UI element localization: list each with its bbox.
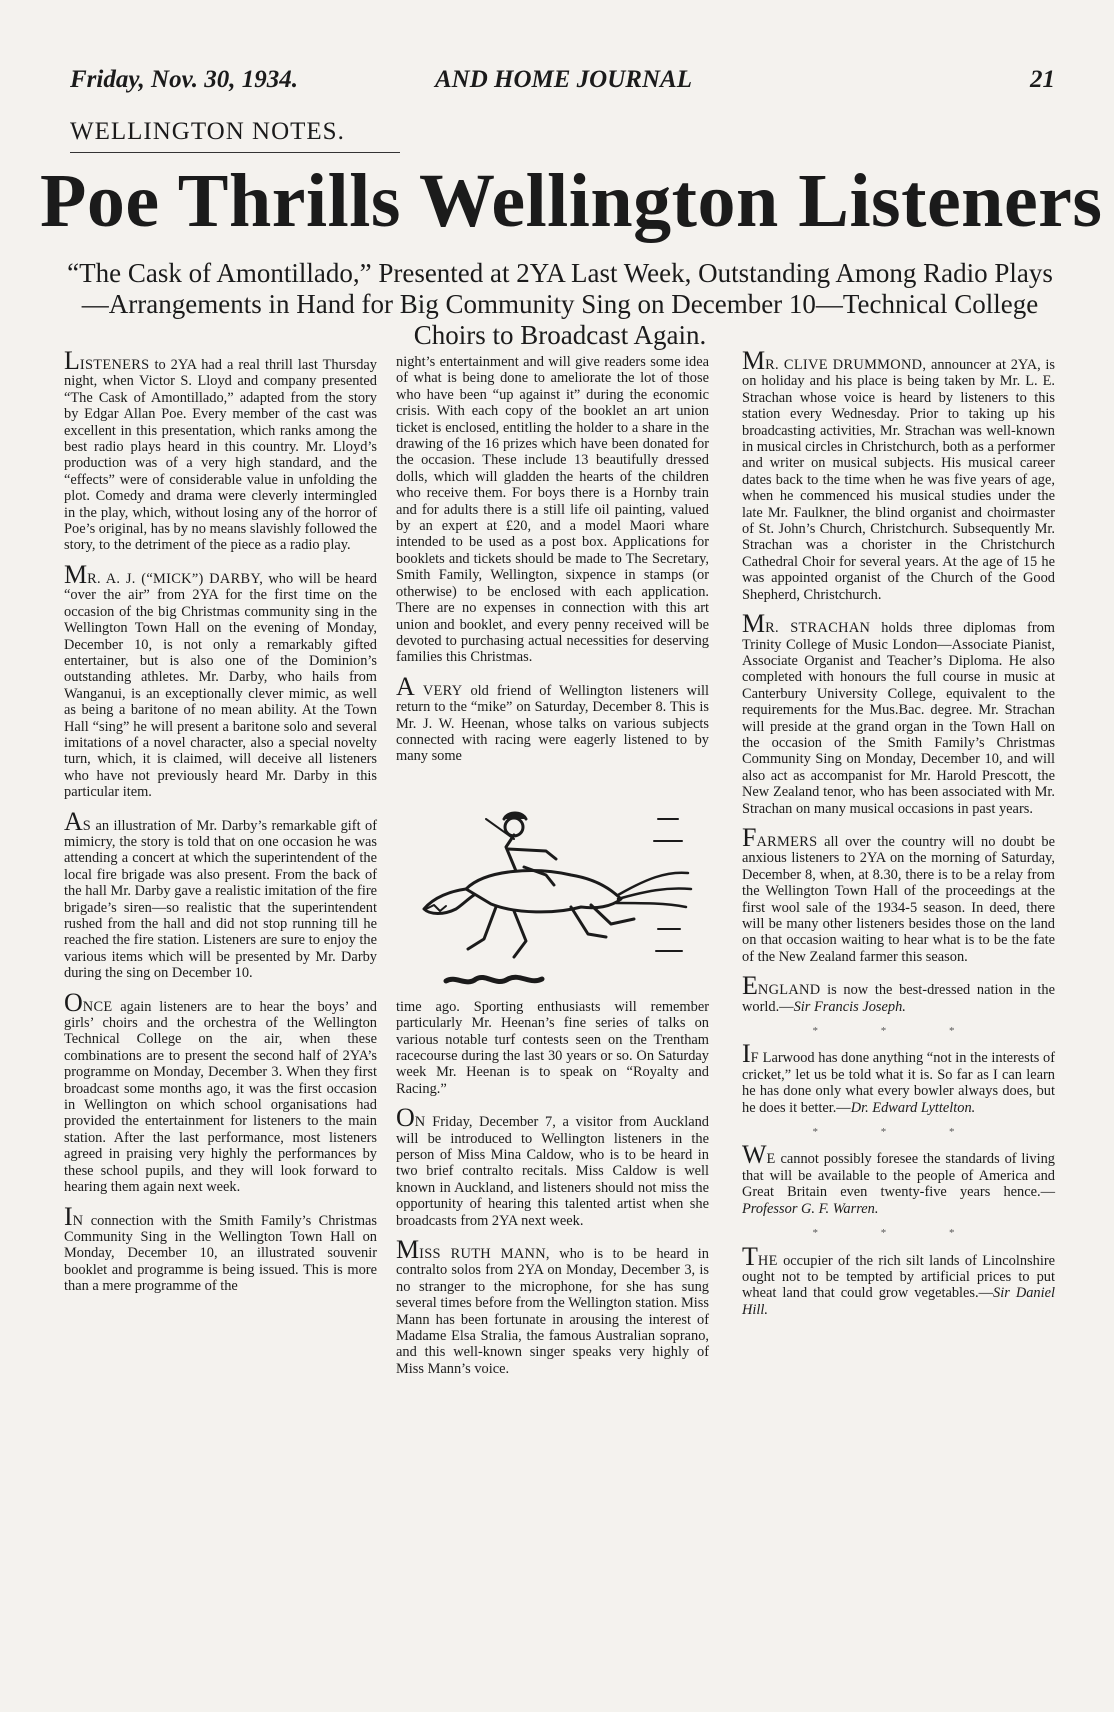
drop-cap: O — [396, 1103, 415, 1133]
quote-england: ENGLAND is now the best-dressed nation in the world.—Sir Francis Joseph. — [742, 971, 1055, 1015]
section-rule — [70, 152, 400, 153]
column-2 — [396, 354, 709, 1391]
separator-stars: * * * — [812, 1227, 985, 1240]
quote-attribution: Dr. Edward Lyttelton. — [850, 1099, 976, 1116]
drop-cap: E — [742, 971, 758, 1001]
drop-cap: I — [742, 1039, 751, 1069]
quote-larwood: IF Larwood has done anything “not in the interests of cricket,” let us be told what it is. So far as I can learn he has done only what every bowler always does, but he does it better.—Dr. Edward Lyttelton. — [742, 1039, 1055, 1116]
header-date: Friday, Nov. 30, 1934. — [70, 66, 298, 93]
drop-cap: M — [742, 609, 766, 639]
paragraph-darby: MR. A. J. (“MICK”) DARBY, who will be heard “over the air” from 2YA for the first time on the occasion of the big Christmas community sing in the Wellington Town Hall on the evening of Monday, December 10, is not only a remarkably gifted entertainer, but is also one of the Dominion’s outstanding athletes. Mr. Darby, who hails from Wanganui, is an exceptionally clever mimic, as well as being a baritone of no mean ability. At the Town Hall “sing” he will present a baritone solo and several imitations of a novel character, also a special novelty turn, which, it is claimed, will deceive all listeners who have not previously heard Mr. Darby in this particular item. — [64, 559, 377, 801]
separator-stars: * * * — [812, 1126, 985, 1139]
paragraph-strachan: MR. STRACHAN holds three diplomas from Trinity College of Music London—Associate Pianist, Associate Organist and Teacher’s Diploma. He also completed with honours the full course in music at Canterbury University College, equivalent to the requirements for the Mus.Bac. degree. Mr. Strachan will preside at the grand organ in the Town Hall on the occasion of the Smith Family’s Christmas Community Sing on Monday, December 10, and will also act as accompanist for Mr. Harold Prescott, the New Zealand tenor, who has been associated with Mr. Strachan on many musical occasions in past years. — [742, 609, 1056, 817]
drop-cap: M — [396, 1235, 420, 1265]
paragraph-heenan-continued: time ago. Sporting enthusiasts will remember particularly Mr. Heenan’s fine series of talks on various notable turf contests seen on the Trentham racecourse during the last 30 years or so. On Saturday week Mr. Heenan is to speak on “Royalty and Racing.” — [396, 998, 709, 1097]
drop-cap: I — [64, 1201, 73, 1231]
drop-cap: F — [742, 822, 757, 852]
drop-cap: M — [64, 559, 88, 589]
paragraph-listeners: LISTENERS to 2YA had a real thrill last Thursday night, when Victor S. Lloyd and company presented “The Cask of Amontillado,” adapted from the story by Edgar Allan Poe. Every member of the cast was excellent in this presentation, which ranks among the best radio plays heard in this country. Mr. Lloyd’s production was of a very high standard, and the “effects” were of considerable value in unfolding the plot. Comedy and drama were cleverly intermingled in the play, which, without losing any of the horror of Poe’s original, has by no means slavishly followed the story, to the detriment of the piece as a radio play. — [64, 346, 377, 554]
paragraph-art-union: night’s entertainment and will give readers some idea of what is being done to ameliorate the lot of those who have been “up against it” during the economic crisis. With each copy of the booklet an art union ticket is enclosed, entitling the holder to a share in the drawing of the 16 prizes which have been donated for the occasion. These include 13 beautifully dressed dolls, which will gladden the hearts of the children who receive them. For boys there is a Hornby train and for adults there is a still life oil painting, valued by an expert at £20, and a model Maori whare intended to be used as a post box. Applications for booklets and tickets should be made to The Secretary, Smith Family, Wellington, sixpence in stamps (or otherwise) to be enclosed with each application. There are no expenses in connection with this art union and booklet, and every penny received will be devoted to purchasing actual necessities for deserving families this Christmas. — [396, 354, 709, 666]
paragraph-ruth-mann: MISS RUTH MANN, who is to be heard in contralto solos from 2YA on Monday, December 3, is no stranger to the microphone, for she has sung several times before from the Wellington station. Miss Mann has been fortunate in arousing the interest of Madame Elsa Stralia, the famous Australian soprano, and this well-known singer speaks very highly of Miss Mann’s voice. — [396, 1235, 709, 1377]
paragraph-smith-family: IN connection with the Smith Family’s Christmas Community Sing in the Wellington Town Hall on Monday, December 10, an illustrated souvenir booklet and programme is being issued. This is more than a mere programme of the — [64, 1201, 377, 1295]
subheadline: “The Cask of Amontillado,” Presented at 2YA Last Week, Outstanding Among Radio Plays—Arrangements in Hand for Big Community Sing on December 10—Technical College Choirs to Broadcast Again. — [67, 258, 1053, 350]
section-label: WELLINGTON NOTES. — [70, 118, 345, 145]
quote-attribution: Sir Francis Joseph. — [793, 998, 906, 1015]
drop-cap: L — [64, 346, 80, 375]
separator-stars: * * * — [812, 1025, 985, 1038]
drop-cap: T — [742, 1241, 758, 1271]
quote-lincolnshire: THE occupier of the rich silt lands of Lincolnshire ought not to be tempted by artificial prices to put wheat land that could grow vegetables.—Sir Daniel Hill. — [742, 1241, 1055, 1318]
column-3 — [742, 346, 1056, 1332]
header-journal-title: AND HOME JOURNAL — [435, 66, 692, 93]
drop-cap: M — [742, 346, 766, 375]
drop-cap: A — [64, 806, 83, 836]
paragraph-heenan: A VERY old friend of Wellington listeners will return to the “mike” on Saturday, December 8. This is Mr. J. W. Heenan, whose talks on various subjects connected with racing were eagerly listened to by many some — [396, 671, 710, 765]
drop-cap: O — [64, 987, 83, 1017]
column-1 — [64, 346, 377, 1309]
paragraph-drummond: MR. CLIVE DRUMMOND, announcer at 2YA, is on holiday and his place is being taken by Mr. L. E. Strachan whose voice is heard by listeners to this station every Wednesday. Prior to taking up his broadcasting activities, Mr. Strachan was well-known in musical circles in Christchurch, both as a performer and writer on musical subjects. His musical career dates back to the time when he was five years of age, when he commenced his musical studies under the late Mr. Faulkner, the blind organist and choirmaster of St. John’s Church, Christchurch. Subsequently Mr. Strachan was a chorister in the Christchurch Cathedral Choir for several years. At the age of 15 he was appointed organist of the Church of the Good Shepherd, Christchurch. — [742, 346, 1056, 603]
racehorse-cartoon-illustration — [396, 779, 709, 989]
quote-standards: WE cannot possibly foresee the standards of living that will be available to the people of America and Great Britain even twenty-five years hence.—Professor G. F. Warren. — [742, 1140, 1055, 1217]
drop-cap: A — [396, 671, 415, 701]
drop-cap: W — [742, 1140, 767, 1170]
headline: Poe Thrills Wellington Listeners — [40, 159, 1103, 243]
quote-attribution: Professor G. F. Warren. — [742, 1200, 879, 1217]
page-number: 21 — [1030, 66, 1055, 93]
paragraph-technical-college: ONCE again listeners are to hear the boys’ and girls’ choirs and the orchestra of the Wellington Technical College on the air, when these combinations are to present the second half of 2YA’s programme on Monday, December 3. When they first broadcast some months ago, it was the first occasion in Wellington on which school organisations had provided the entertainment for listeners to the main station. After the last performance, most listeners agreed in praising very highly the performances by these school pupils, and they will look forward to hearing them again next week. — [64, 987, 377, 1196]
paragraph-farmers: FARMERS all over the country will no doubt be anxious listeners to 2YA on the morning of Saturday, December 8, when, at 8.30, there is to be a relay from the Wellington Town Hall of the proceedings at the first wool sale of the 1934-5 season. In deed, there will be many other listeners besides those on the land on that occasion waiting to hear what is to be the fate of the New Zealand farmer this season. — [742, 822, 1055, 965]
paragraph-caldow: ON Friday, December 7, a visitor from Auckland will be introduced to Wellington listeners in the person of Miss Mina Caldow, who is to be heard in two brief contralto recitals. Miss Caldow is well known in Auckland, and listeners should not miss the opportunity of hearing this talented artist when she broadcasts from 2YA next week. — [396, 1103, 709, 1229]
paragraph-mimicry: AS an illustration of Mr. Darby’s remarkable gift of mimicry, the story is told that on one occasion he was attending a concert at which the superintendent of the local fire brigade was also present. From the back of the hall Mr. Darby gave a realistic imitation of the fire brigade’s siren—so realistic that the superintendent rushed from the hall and did not stop running till he reached the fire station. Listeners are sure to enjoy the various items which will be presented by Mr. Darby during the sing on December 10. — [64, 806, 377, 982]
quote-attribution: Sir Daniel Hill. — [742, 1285, 1055, 1318]
page-header — [70, 66, 1055, 100]
